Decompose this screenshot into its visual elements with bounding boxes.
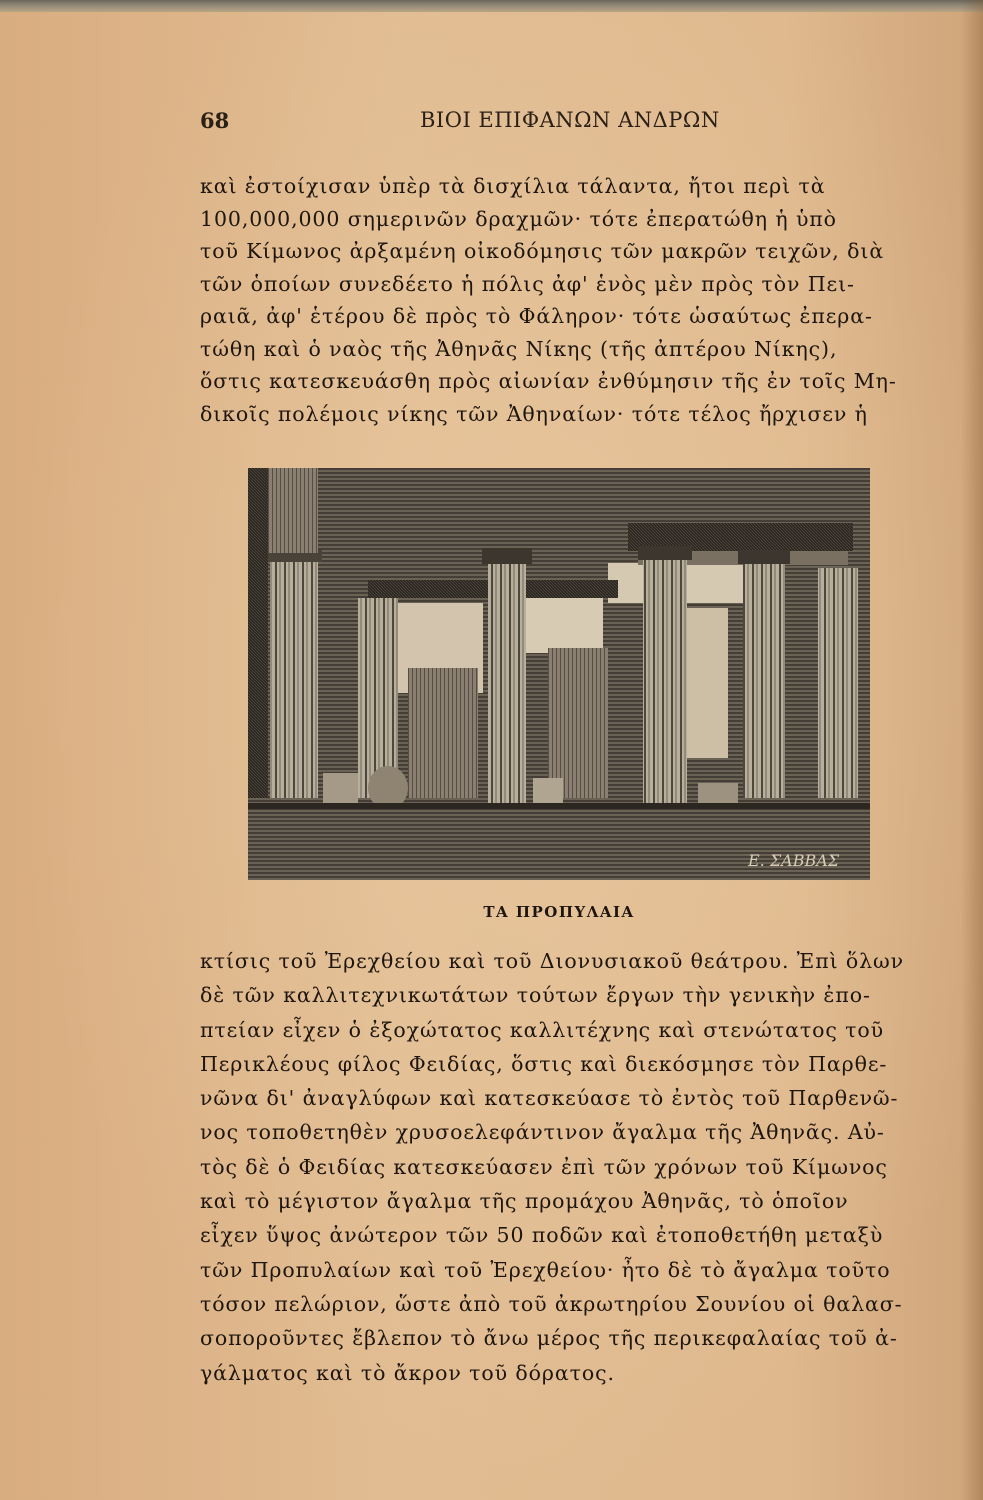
text-line: κτίσις τοῦ Ἐρεχθείου καὶ τοῦ Διονυσιακοῦ θεάτρου. Ἐπὶ ὅλων [200, 949, 905, 973]
text-line: πτείαν εἶχεν ὁ ἐξοχώτατος καλλιτέχνης καὶ στενώτατος τοῦ [200, 1017, 885, 1042]
propylaea-engraving [248, 468, 870, 880]
text-line: τώθη καὶ ὁ ναὸς τῆς Ἀθηνᾶς Νίκης (τῆς ἀπτέρου Νίκης), [200, 336, 838, 361]
text-line: γάλματος καὶ τὸ ἄκρον τοῦ δόρατος. [200, 1360, 615, 1385]
text-line: καὶ τὸ μέγιστον ἄγαλμα τῆς προμάχου Ἀθηνᾶς, τὸ ὁποῖον [200, 1189, 849, 1214]
text-line: καὶ ἐστοίχισαν ὑπὲρ τὰ δισχίλια τάλαντα, ἤτοι περὶ τὰ [200, 174, 826, 198]
figure-caption: ΤΑ ΠΡΟΠΥΛΑΙΑ [483, 903, 635, 921]
page-top-edge [0, 0, 983, 12]
text-line: 100,000,000 σημερινῶν δραχμῶν· τότε ἐπερατώθη ἡ ὑπὸ [200, 206, 837, 231]
text-line: νος τοποθετηθὲν χρυσοελεφάντινον ἄγαλμα τῆς Ἀθηνᾶς. Αὐ- [200, 1120, 885, 1145]
engraving-illustration [248, 468, 870, 880]
page-header [200, 108, 720, 148]
text-line: δὲ τῶν καλλιτεχνικωτάτων τούτων ἔργων τὴν γενικὴν ἐπο- [200, 983, 871, 1008]
text-line: τῶν Προπυλαίων καὶ τοῦ Ἐρεχθείου· ἦτο δὲ τὸ ἄγαλμα τοῦτο [200, 1257, 891, 1282]
body-text-top [200, 170, 960, 430]
text-line: Περικλέους φίλος Φειδίας, ὅστις καὶ διεκόσμησε τὸν Παρθε- [200, 1051, 888, 1076]
page-right-shadow [961, 0, 983, 1500]
text-line: τόσον πελώριον, ὥστε ἀπὸ τοῦ ἀκρωτηρίου Σουνίου οἱ θαλασ- [200, 1291, 903, 1316]
body-text-bottom [200, 944, 960, 1390]
engraver-signature: Ε. ΣΑΒΒΑΣ [748, 851, 840, 870]
text-line: ραιᾶ, ἀφ' ἑτέρου δὲ πρὸς τὸ Φάληρον· τότε ὡσαύτως ἐπερα- [200, 304, 873, 328]
text-line: ὅστις κατεσκευάσθη πρὸς αἰωνίαν ἐνθύμησιν τῆς ἐν τοῖς Μη- [200, 369, 897, 393]
text-line: σοποροῦντες ἔβλεπον τὸ ἄνω μέρος τῆς περικεφαλαίας τοῦ ἀ- [200, 1326, 898, 1351]
page-number: 68 [200, 108, 230, 133]
text-line: τῶν ὁποίων συνεδέετο ἡ πόλις ἀφ' ἑνὸς μὲν πρὸς τὸν Πει- [200, 271, 855, 296]
text-line: εἶχεν ὕψος ἀνώτερον τῶν 50 ποδῶν καὶ ἐτοποθετήθη μεταξὺ [200, 1223, 884, 1248]
text-line: τὸς δὲ ὁ Φειδίας κατεσκεύασεν ἐπὶ τῶν χρόνων τοῦ Κίμωνος [200, 1154, 888, 1179]
text-line: δικοῖς πολέμοις νίκης τῶν Ἀθηναίων· τότε τέλος ἤρχισεν ἡ [200, 401, 868, 426]
text-line: νῶνα δι' ἀναγλύφων καὶ κατεσκεύασε τὸ ἐντὸς τοῦ Παρθενῶ- [200, 1086, 899, 1111]
text-line: τοῦ Κίμωνος ἀρξαμένη οἰκοδόμησις τῶν μακρῶν τειχῶν, διὰ [200, 239, 885, 263]
running-head: ΒΙΟΙ ΕΠΙΦΑΝΩΝ ΑΝΔΡΩΝ [420, 108, 720, 132]
